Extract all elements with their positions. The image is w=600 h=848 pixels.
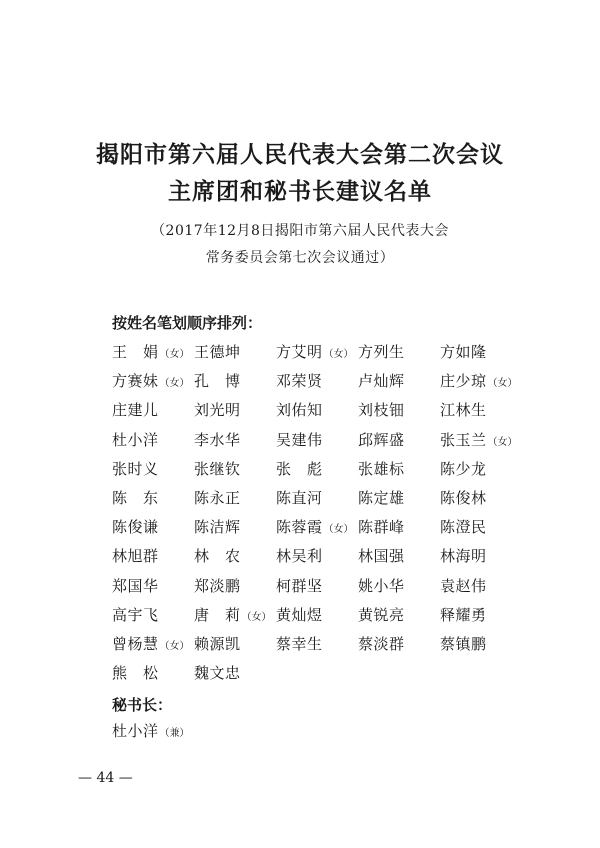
presidium-member — [276, 544, 358, 573]
member-name: 王德坤 — [194, 343, 241, 361]
member-name: 蔡镇鹏 — [440, 634, 487, 653]
presidium-member — [194, 661, 276, 690]
presidium-member — [194, 340, 276, 369]
member-name: 唐 莉 — [194, 605, 241, 624]
member-name: 释耀勇 — [440, 605, 487, 624]
presidium-member — [440, 457, 522, 486]
member-name: 陈俊谦 — [112, 518, 159, 537]
presidium-member — [440, 428, 522, 457]
presidium-member — [194, 428, 276, 457]
member-name: 方艾明 — [276, 343, 323, 361]
presidium-member — [358, 544, 440, 573]
member-name: 陈俊林 — [440, 488, 487, 507]
member-name: 江林生 — [440, 401, 487, 420]
member-name: 陈定雄 — [358, 488, 405, 507]
member-name: 张继钦 — [194, 459, 241, 478]
member-name: 刘佑知 — [276, 401, 323, 420]
presidium-member — [358, 340, 440, 369]
presidium-member — [358, 632, 440, 661]
presidium-heading: 按姓名笔划顺序排列： — [112, 314, 263, 332]
presidium-member — [276, 457, 358, 486]
presidium-member — [112, 486, 194, 515]
member-name: 孔 博 — [194, 372, 241, 391]
presidium-member — [194, 574, 276, 603]
member-name: 吴建伟 — [276, 430, 323, 449]
presidium-member — [358, 603, 440, 632]
member-name: 郑国华 — [112, 576, 159, 595]
presidium-member — [440, 515, 522, 544]
member-note: （女） — [323, 349, 354, 360]
member-name: 林国强 — [358, 547, 405, 566]
member-note: （女） — [159, 378, 190, 390]
presidium-member — [440, 486, 522, 515]
presidium-member — [194, 603, 276, 632]
presidium-member — [112, 574, 194, 603]
presidium-member — [112, 428, 194, 457]
presidium-member — [358, 398, 440, 427]
member-name: 张玉兰 — [440, 430, 487, 449]
presidium-member — [440, 603, 522, 632]
member-note: （女） — [323, 524, 354, 536]
member-name: 庄建儿 — [112, 401, 159, 420]
presidium-member — [112, 661, 194, 690]
secretary-entry — [112, 720, 190, 741]
presidium-member — [112, 544, 194, 573]
member-name: 王 娟 — [112, 343, 159, 361]
presidium-name-list — [112, 340, 532, 690]
member-name: 林 农 — [194, 547, 241, 566]
presidium-member — [276, 398, 358, 427]
member-name: 邓荣贤 — [276, 372, 323, 391]
member-name: 黄锐亮 — [358, 605, 405, 624]
member-name: 郑淡鹏 — [194, 576, 241, 595]
presidium-member — [194, 369, 276, 398]
presidium-member — [276, 369, 358, 398]
presidium-member — [194, 632, 276, 661]
member-name: 陈少龙 — [440, 459, 487, 478]
member-name: 柯群坚 — [276, 576, 323, 595]
presidium-member — [358, 486, 440, 515]
document-title-line2: 主席团和秘书长建议名单 — [168, 178, 432, 205]
member-name: 方列生 — [358, 343, 405, 361]
member-name: 刘枝钿 — [358, 401, 405, 420]
member-name: 陈洁辉 — [194, 518, 241, 537]
presidium-member — [440, 544, 522, 573]
member-note: （女） — [159, 640, 190, 652]
document-subtitle-line1: （2017年12月8日揭阳市第六届人民代表大会 — [151, 223, 449, 239]
presidium-member — [112, 632, 194, 661]
document-title-line1: 揭阳市第六届人民代表大会第二次会议 — [96, 141, 504, 168]
member-name: 邱辉盛 — [358, 430, 405, 449]
member-name: 张 彪 — [276, 459, 323, 478]
member-note: （女） — [241, 611, 272, 623]
member-note: （女） — [487, 378, 518, 390]
presidium-member — [194, 544, 276, 573]
secretary-heading: 秘书长： — [112, 696, 173, 714]
member-name: 赖源凯 — [194, 634, 241, 653]
presidium-member — [440, 398, 522, 427]
member-name: 杜小洋 — [112, 430, 159, 449]
member-name: 卢灿辉 — [358, 372, 405, 391]
member-name: 高宇飞 — [112, 605, 159, 624]
presidium-member — [112, 515, 194, 544]
presidium-member — [440, 574, 522, 603]
presidium-member — [358, 428, 440, 457]
document-subtitle-line2: 常务委员会第七次会议通过） — [205, 250, 395, 266]
presidium-member — [112, 340, 194, 369]
presidium-member — [276, 486, 358, 515]
page-number: — 44 — — [78, 770, 133, 786]
presidium-member — [276, 574, 358, 603]
presidium-member — [358, 369, 440, 398]
presidium-member — [358, 574, 440, 603]
member-name: 黄灿煜 — [276, 605, 323, 624]
secretary-note: （兼） — [159, 728, 190, 739]
member-name: 袁赵伟 — [440, 576, 487, 595]
member-name: 陈蓉霞 — [276, 518, 323, 537]
presidium-member — [112, 398, 194, 427]
presidium-member — [194, 398, 276, 427]
presidium-member — [358, 515, 440, 544]
member-name: 陈澄民 — [440, 518, 487, 537]
member-name: 林旭群 — [112, 547, 159, 566]
member-name: 刘光明 — [194, 401, 241, 420]
member-name: 方赛妹 — [112, 372, 159, 391]
member-name: 陈永正 — [194, 488, 241, 507]
member-name: 张时义 — [112, 459, 159, 478]
presidium-member — [194, 486, 276, 515]
presidium-member — [276, 515, 358, 544]
presidium-member — [276, 603, 358, 632]
member-name: 方如隆 — [440, 343, 487, 361]
member-name: 林海明 — [440, 547, 487, 566]
presidium-member — [194, 515, 276, 544]
secretary-name: 杜小洋 — [112, 722, 159, 740]
member-name: 蔡幸生 — [276, 634, 323, 653]
member-name: 熊 松 — [112, 664, 159, 683]
presidium-member — [112, 603, 194, 632]
presidium-member — [276, 428, 358, 457]
member-name: 魏文忠 — [194, 664, 241, 683]
member-name: 陈 东 — [112, 488, 159, 507]
member-name: 李水华 — [194, 430, 241, 449]
member-name: 林吴利 — [276, 547, 323, 566]
presidium-member — [276, 340, 358, 369]
presidium-member — [194, 457, 276, 486]
member-note: （女） — [487, 436, 518, 448]
presidium-member — [440, 632, 522, 661]
presidium-member — [112, 369, 194, 398]
member-note: （女） — [159, 349, 190, 360]
member-name: 陈群峰 — [358, 518, 405, 537]
member-name: 庄少琼 — [440, 372, 487, 391]
member-name: 陈直河 — [276, 488, 323, 507]
member-name: 张雄标 — [358, 459, 405, 478]
member-name: 曾杨慧 — [112, 634, 159, 653]
member-name: 姚小华 — [358, 576, 405, 595]
presidium-member — [440, 340, 522, 369]
presidium-member — [440, 369, 522, 398]
presidium-member — [276, 632, 358, 661]
presidium-member — [112, 457, 194, 486]
presidium-member — [358, 457, 440, 486]
member-name: 蔡淡群 — [358, 634, 405, 653]
